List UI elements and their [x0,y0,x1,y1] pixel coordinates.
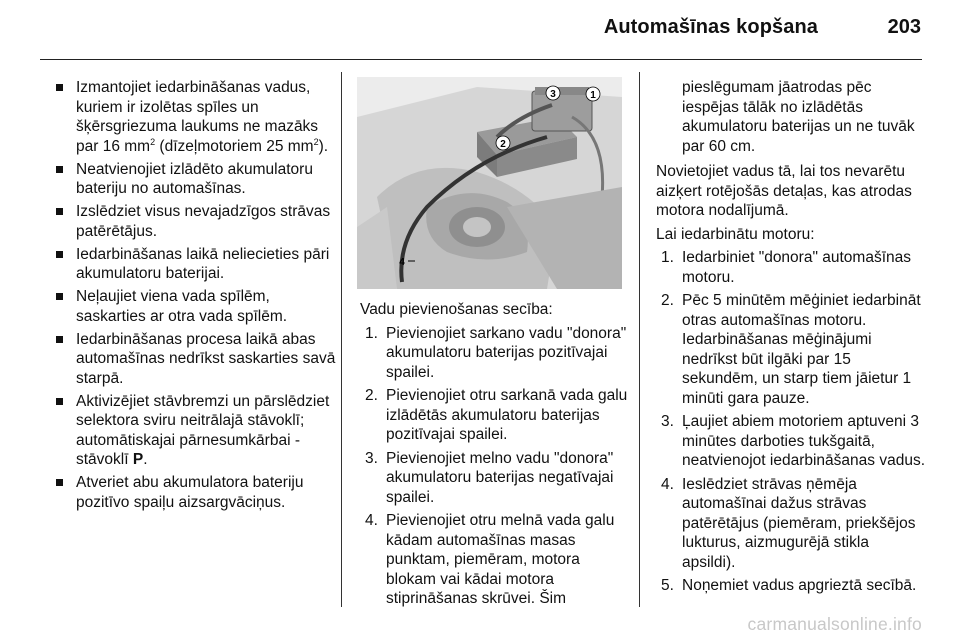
bullet-square-icon [56,293,63,300]
step-continuation: pieslēgumam jāatrodas pēc iespējas tālāk no izlādētās akumulatoru baterijas un ne tuvāk par 60 cm. [682,79,915,155]
list-item: Iedarbināšanas laikā neliecieties pāri akumulatoru baterijai. [54,245,336,284]
right-column [656,78,926,600]
list-item: 2. Pievienojiet otru sarkanā vada galu izlādētās akumulatoru baterijas pozitīvajai spailei. [365,387,628,443]
bullet-square-icon [56,251,63,258]
precautions-list [54,78,336,512]
page-header-title: Automašīnas kopšana [603,16,818,38]
cable-order-intro: Vadu pievienošanas secība: [360,301,553,318]
cable-placement-note: Novietojiet vadus tā, lai tos nevarētu aizķert rotējošās detaļas, kas atrodas motora nodalījumā. [656,163,912,219]
list-item: 3. Ļaujiet abiem motoriem aptuveni 3 minūtes darboties tukšgaitā, neatvienojot iedarbināšanas vadus. [661,413,926,469]
header-rule [40,59,922,60]
column-divider [341,72,342,607]
list-item: Aktivizējiet stāvbremzi un pārslēdziet selektora sviru neitrālajā stāvoklī; automātiskajai pārnesumkārbai - stāvoklī P. [54,392,336,470]
middle-column [360,78,632,613]
list-item: Neļaujiet viena vada spīlēm, saskarties ar otra vada spīlēm. [54,287,336,326]
bullet-square-icon [56,208,63,215]
page-number: 203 [887,16,921,38]
list-item: 4. Pievienojiet otru melnā vada galu kādam automašīnas masas punktam, piemēram, motora blokam vai kādai motora stiprināšanas skrūvei. Šim [365,512,615,607]
list-item: 1. Iedarbiniet "donora" automašīnas motoru. [661,249,912,286]
left-column [54,78,336,516]
bullet-square-icon [56,166,63,173]
list-item: Izmantojiet iedarbināšanas vadus, kuriem ir izolētas spīles un šķērsgriezuma laukums ne mazāks par 16 $mm^2$ (dīzeļmotoriem 25 $mm^2$). [54,78,336,156]
list-item: 1. Pievienojiet sarkano vadu "donora" akumulatoru baterijas pozitīvajai spailei. [365,324,627,381]
svg-text:2: 2 [500,139,506,150]
column-divider [639,72,640,607]
svg-text:4: 4 [399,257,405,268]
list-item: Neatvienojiet izlādēto akumulatoru bateriju no automašīnas. [54,160,336,199]
list-item: Iedarbināšanas procesa laikā abas automašīnas nedrīkst saskarties savā starpā. [54,330,336,389]
list-item: 4. Ieslēdziet strāvas ņēmēja automašīnai dažus strāvas patērētājus (piemēram, priekšējos lukturus, aizmugurējā stikla apsildi). [661,475,916,571]
list-item: 5. Noņemiet vadus apgrieztā secībā. [661,577,917,594]
watermark: carmanualsonline.info [747,614,922,634]
cable-connection-steps [360,324,632,609]
engine-start-steps [656,248,926,596]
bullet-square-icon [56,84,63,91]
bullet-square-icon [56,479,63,486]
start-engine-intro: Lai iedarbinātu motoru: [656,225,815,243]
svg-text:1: 1 [590,90,596,101]
list-item: 2. Pēc 5 minūtēm mēģiniet iedarbināt otras automašīnas motoru. Iedarbināšanas mēģinājumi nedrīkst būt ilgāki par 15 sekundēm, un starp tiem jāietur 1 minūti gara pauze. [661,292,921,407]
list-item: Izslēdziet visus nevajadzīgos strāvas patērētājus. [54,202,336,241]
bullet-square-icon [56,398,63,405]
list-item: Atveriet abu akumulatora bateriju pozitīvo spaiļu aizsargvāciņus. [54,473,336,512]
svg-text:3: 3 [550,89,556,100]
bullet-square-icon [56,336,63,343]
list-item: 3. Pievienojiet melno vadu "donora" akumulatoru baterijas negatīvajai spailei. [365,449,614,506]
